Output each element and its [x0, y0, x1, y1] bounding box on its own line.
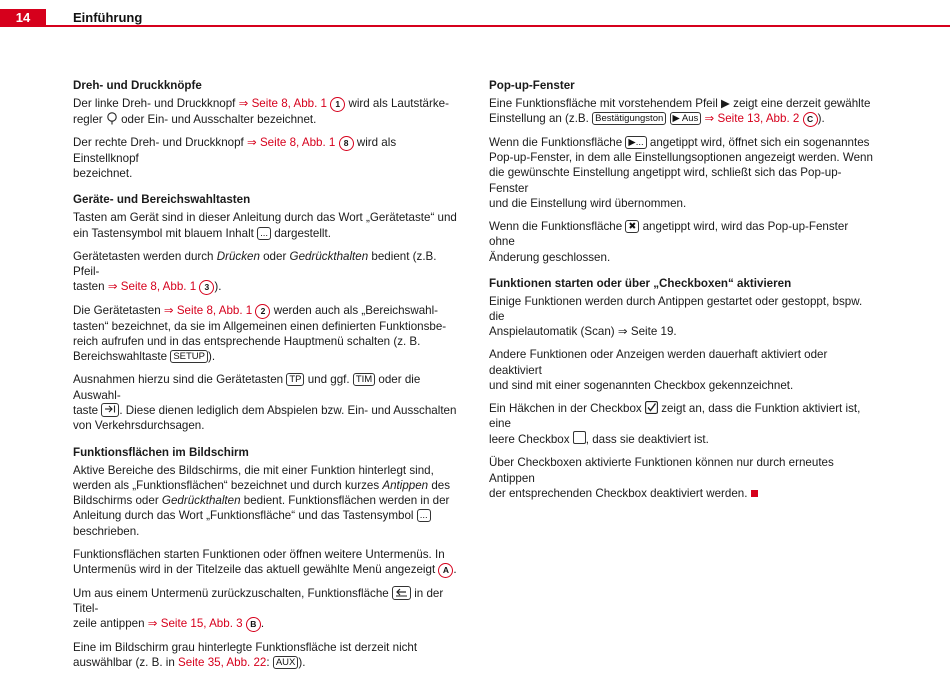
page-header — [0, 0, 950, 27]
section-heading: Funktionsflächen im Bildschirm — [73, 445, 249, 459]
page-number: 14 — [0, 9, 46, 27]
arrow-right-icon: ⇒ — [617, 325, 628, 339]
chapter-title: Einführung — [73, 10, 143, 25]
close-key-icon: ✖ — [625, 220, 639, 233]
paragraph: Wenn die Funktionsfläche ▶... angetippt wird, öffnet sich ein sogenanntes Pop-up-Fenster, in dem alle Einstellungsoptionen angezeigt werden. Wenn die gewünschte Einstellung angetippt wird, schließt sich das Pop-up-Fenster und die Einstellung wird übernommen. — [489, 135, 873, 211]
setup-key: SETUP — [170, 350, 208, 363]
page-reference-link[interactable]: Seite 13, Abb. 2 — [717, 112, 800, 126]
header-rule — [46, 25, 950, 27]
page-reference-link[interactable]: Seite 8, Abb. 1 — [251, 97, 327, 110]
arrow-right-icon: ⇒ — [238, 97, 249, 110]
confirmation-tone-key: Bestätigungston — [592, 112, 666, 125]
callout-number: 3 — [199, 280, 214, 295]
page-reference-link[interactable]: Seite 35, Abb. 22 — [178, 655, 267, 669]
section-heading: Geräte- und Bereichswahltasten — [73, 193, 251, 207]
select-key-icon — [101, 403, 119, 417]
callout-letter: A — [438, 563, 453, 578]
tp-key: TP — [286, 373, 304, 386]
back-key-icon — [392, 586, 411, 600]
popup-key: ▶... — [625, 136, 646, 149]
paragraph: Eine Funktionsfläche mit vorstehendem Pfeil ▶ zeigt eine derzeit gewählte Einstellung an (z.B. Bestätigungston ▶ Aus ⇒ Seite 13, Abb. 2 C ). — [489, 97, 871, 126]
paragraph: Wenn die Funktionsfläche ✖ angetippt wird, wird das Pop-up-Fenster ohne Änderung geschlossen. — [489, 219, 849, 264]
paragraph: Einige Funktionen werden durch Antippen gestartet oder gestoppt, bspw. die Anspielautomatik (Scan) ⇒ Seite 19. — [489, 294, 863, 339]
paragraph: Eine im Bildschirm grau hinterlegte Funktionsfläche ist derzeit nicht auswählbar (z. B. in Seite 35, Abb. 22: AUX ). — [73, 640, 418, 669]
arrow-right-icon: ⇒ — [107, 280, 118, 294]
empty-checkbox-icon — [573, 431, 586, 444]
paragraph: Über Checkboxen aktivierte Funktionen können nur durch erneutes Antippen der entsprechenden Checkbox deaktiviert werden. — [489, 456, 834, 500]
callout-letter: C — [803, 112, 818, 127]
paragraph: Die Gerätetasten ⇒ Seite 8, Abb. 1 2 werden auch als „Bereichswahl- tasten“ bezeichnet, da sie im Allgemeinen einen definierten Funktionsbe- reich aufrufen und in das entsprechende Hauptmenü schalten (z. B. Bereichswahltaste SETUP ). — [73, 303, 447, 364]
checked-checkbox-icon — [645, 401, 658, 414]
key-symbol: ... — [417, 509, 431, 522]
paragraph: Funktionsflächen starten Funktionen oder öffnen weitere Untermenüs. In Untermenüs wird in der Titelzeile das aktuell gewählte Menü angezeigt A . — [73, 547, 457, 576]
play-arrow-icon: ▶ — [721, 97, 730, 110]
arrow-right-icon: ⇒ — [147, 617, 158, 631]
paragraph: Der linke Dreh- und Druckknopf ⇒ Seite 8, Abb. 1 1 wird als Lautstärke- regler oder Ein- und Ausschalter bezeichnet. — [73, 97, 449, 126]
callout-number: 8 — [339, 136, 354, 151]
end-of-section-mark — [751, 490, 758, 497]
tim-key: TIM — [353, 373, 375, 386]
right-column — [489, 78, 877, 509]
speaker-knob-icon — [106, 112, 118, 125]
paragraph: Andere Funktionen oder Anzeigen werden dauerhaft aktiviert oder deaktiviert und sind mit einer sogenannten Checkbox gekennzeichnet. — [489, 348, 828, 392]
callout-number: 1 — [330, 97, 345, 112]
paragraph: Aktive Bereiche des Bildschirms, die mit einer Funktion hinterlegt sind, werden als „Funktionsflächen“ bezeichnet und durch kurzes Antippen des Bildschirms oder Gedrückthalten bedient. Funktionsflächen werden in der Anleitung durch das Wort „Funktionsfläche“ und das Tastensymbol ... beschrieben. — [73, 463, 451, 538]
arrow-right-icon: ⇒ — [163, 303, 174, 317]
off-key: ▶ Aus — [670, 112, 702, 125]
left-column — [73, 78, 461, 678]
paragraph: Ausnahmen hierzu sind die Gerätetasten TP und ggf. TIM oder die Auswahl- taste . Diese dienen lediglich dem Abspielen bzw. Ein- und Ausschalten von Verkehrsdurchsagen. — [73, 373, 457, 433]
aux-key: AUX — [273, 656, 299, 669]
paragraph: Um aus einem Untermenü zurückzuschalten, Funktionsfläche in der Titel- zeile antippen ⇒ Seite 15, Abb. 3 B . — [73, 586, 444, 631]
page-reference-link[interactable]: Seite 15, Abb. 3 — [160, 617, 243, 631]
paragraph: Ein Häkchen in der Checkbox zeigt an, dass die Funktion aktiviert ist, eine leere Checkbox , dass sie deaktiviert ist. — [489, 401, 861, 447]
page-reference-link[interactable]: Seite 8, Abb. 1 — [120, 280, 197, 294]
callout-number: 2 — [255, 304, 270, 319]
arrow-right-icon: ⇒ — [704, 112, 715, 126]
arrow-right-icon: ⇒ — [246, 135, 257, 149]
paragraph: Tasten am Gerät sind in dieser Anleitung durch das Wort „Gerätetaste“ und ein Tastensymbol mit blauem Inhalt ... dargestellt. — [73, 211, 457, 240]
section-heading: Funktionen starten oder über „Checkboxen“ aktivieren — [489, 276, 792, 290]
paragraph: Gerätetasten werden durch Drücken oder Gedrückthalten bedient (z.B. Pfeil- tasten ⇒ Seite 8, Abb. 1 3 ). — [73, 249, 437, 294]
callout-letter: B — [246, 617, 261, 632]
page-reference-link[interactable]: Seite 8, Abb. 1 — [259, 135, 336, 149]
section-heading: Pop-up-Fenster — [489, 79, 575, 92]
page-reference-link[interactable]: Seite 8, Abb. 1 — [176, 303, 253, 317]
key-symbol: ... — [257, 227, 271, 240]
paragraph: Der rechte Dreh- und Druckknopf ⇒ Seite 8, Abb. 1 8 wird als Einstellknopf bezeichnet. — [73, 135, 397, 181]
section-heading: Dreh- und Druckknöpfe — [73, 79, 202, 92]
